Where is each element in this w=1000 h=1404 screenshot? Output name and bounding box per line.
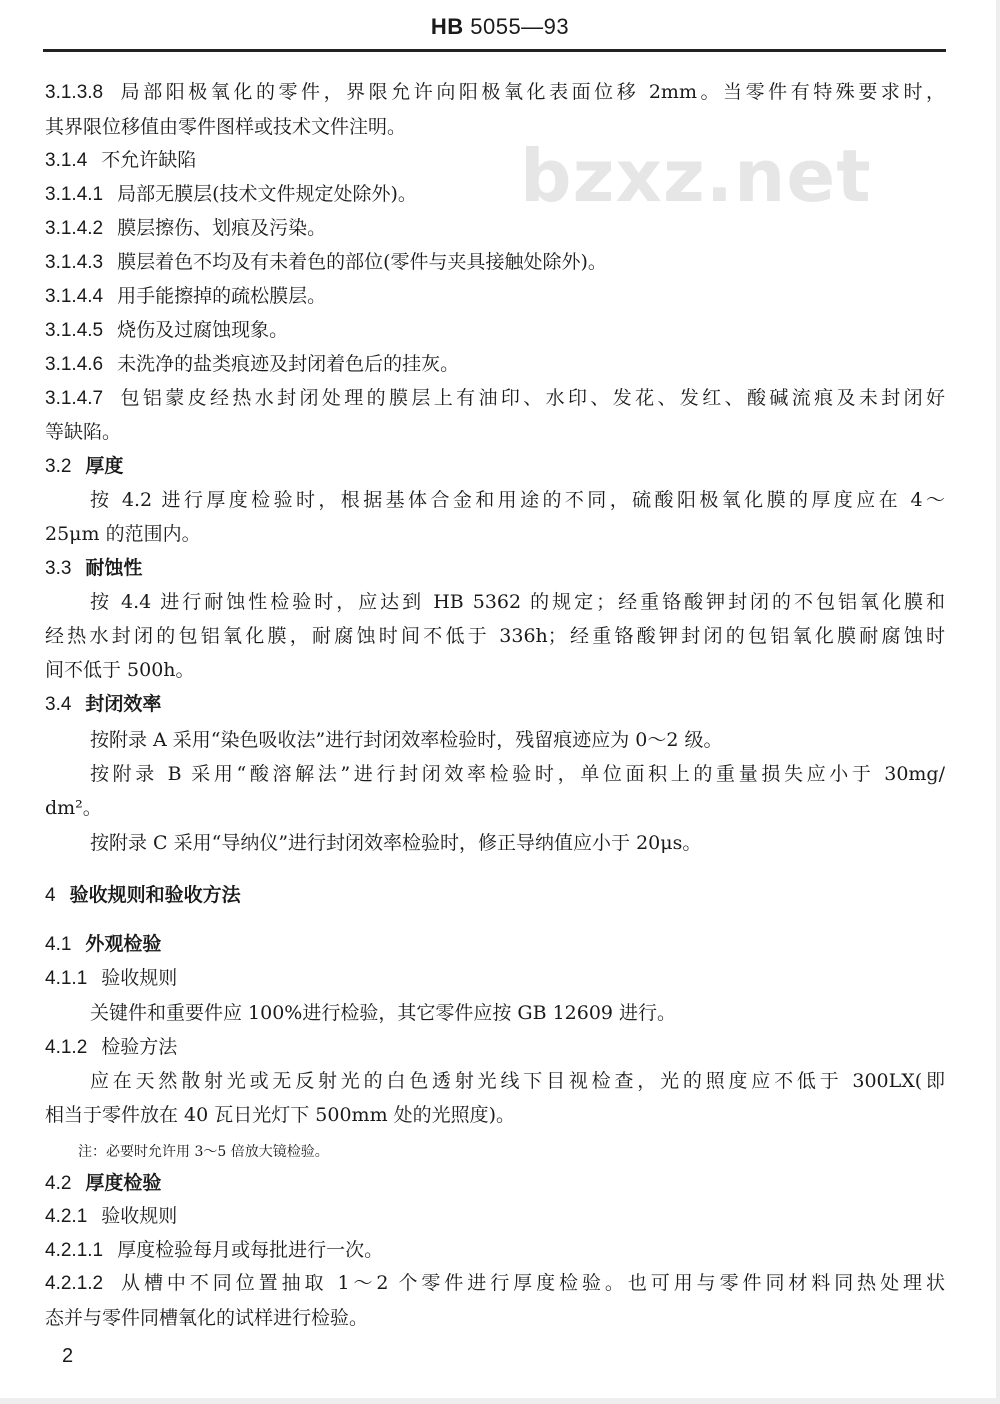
clause-number: 3.4 — [45, 694, 72, 715]
text-line — [45, 352, 459, 377]
clause-number: 3.1.4.3 — [45, 252, 104, 273]
clause-text: 其界限位移值由零件图样或技术文件注明。 — [45, 116, 407, 138]
scan-bottom — [0, 1398, 1000, 1404]
document-header — [0, 14, 1000, 40]
page-number: 2 — [62, 1345, 74, 1367]
clause-number: 3.1.4.5 — [45, 320, 104, 341]
clause-text: 局部阳极氧化的零件，界限允许向阳极氧化表面位移 2mm。当零件有特殊要求时， — [117, 81, 945, 103]
clause-text: 按 4.2 进行厚度检验时，根据基体合金和用途的不同，硫酸阳极氧化膜的厚度应在 4～ — [90, 489, 945, 511]
clause-text: 验收规则和验收方法 — [69, 884, 241, 906]
text-line — [90, 1069, 945, 1093]
header-rule — [43, 49, 946, 52]
standard-code: HB — [430, 14, 464, 39]
text-line — [45, 115, 406, 139]
clause-text: 厚度检验 — [85, 1172, 162, 1194]
clause-number: 3.2 — [45, 456, 72, 477]
text-line — [45, 216, 326, 241]
clause-text: 相当于零件放在 40 瓦日光灯下 500mm 处的光照度)。 — [45, 1104, 516, 1126]
clause-text: 封闭效率 — [85, 693, 162, 715]
text-line — [45, 1103, 515, 1127]
clause-text: 膜层着色不均及有未着色的部位(零件与夹具接触处除外)。 — [117, 251, 607, 273]
text-line — [90, 488, 945, 512]
text-line — [45, 1271, 945, 1296]
section-heading — [45, 932, 161, 957]
clause-text: 耐蚀性 — [85, 557, 143, 579]
clause-text: 厚度检验每月或每批进行一次。 — [117, 1239, 384, 1261]
text-line — [45, 318, 288, 343]
clause-text: 验收规则 — [101, 1205, 178, 1227]
text-line — [90, 590, 945, 614]
clause-number: 3.1.4.4 — [45, 286, 104, 307]
clause-number: 3.1.3.8 — [45, 82, 104, 103]
clause-number: 4.1.2 — [45, 1037, 88, 1058]
clause-text: 按 4.4 进行耐蚀性检验时，应达到 HB 5362 的规定；经重铬酸钾封闭的不包铝氧化膜和 — [90, 591, 945, 613]
text-line — [45, 250, 607, 275]
clause-text: 按附录 C 采用“导纳仪”进行封闭效率检验时，修正导纳值应小于 20μs。 — [90, 832, 702, 854]
clause-text: 注：必要时允许用 3～5 倍放大镜检验。 — [78, 1144, 329, 1160]
clause-text: 应在天然散射光或无反射光的白色透射光线下目视检查，光的照度应不低于 300LX(即 — [90, 1070, 945, 1092]
note-text — [78, 1140, 329, 1164]
text-line — [45, 522, 201, 546]
text-line — [45, 1204, 177, 1229]
clause-text: 按附录 A 采用“染色吸收法”进行封闭效率检验时，残留痕迹应为 0～2 级。 — [90, 729, 723, 751]
clause-text: 验收规则 — [101, 967, 178, 989]
text-line — [45, 386, 945, 411]
clause-number: 3.1.4.1 — [45, 184, 104, 205]
text-line — [45, 966, 177, 991]
clause-text: 不允许缺陷 — [101, 149, 197, 171]
clause-text: 局部无膜层(技术文件规定处除外)。 — [117, 183, 417, 205]
clause-number: 3.1.4.6 — [45, 354, 104, 375]
text-line — [45, 1238, 383, 1263]
clause-text: 经热水封闭的包铝氧化膜，耐腐蚀时间不低于 336h；经重铬酸钾封闭的包铝氧化膜耐腐蚀时 — [45, 625, 945, 647]
clause-text: 烧伤及过腐蚀现象。 — [117, 319, 289, 341]
clause-text: 25μm 的范围内。 — [45, 523, 201, 545]
text-line — [90, 728, 723, 752]
clause-number: 4.1.1 — [45, 968, 88, 989]
section-heading — [45, 1171, 161, 1196]
text-line — [45, 658, 195, 682]
clause-text: 外观检验 — [85, 933, 162, 955]
clause-text: 等缺陷。 — [45, 421, 122, 443]
clause-text: 包铝蒙皮经热水封闭处理的膜层上有油印、水印、发花、发红、酸碱流痕及未封闭好 — [117, 387, 945, 409]
section-heading — [45, 556, 142, 581]
clause-number: 4.1 — [45, 934, 72, 955]
section-heading — [45, 454, 123, 479]
clause-number: 3.1.4 — [45, 150, 88, 171]
clause-text: 厚度 — [85, 455, 124, 477]
text-line — [45, 1306, 368, 1330]
clause-number: 4 — [45, 885, 56, 906]
clause-text: 态并与零件同槽氧化的试样进行检验。 — [45, 1307, 369, 1329]
clause-text: dm²。 — [45, 797, 102, 819]
clause-number: 3.1.4.2 — [45, 218, 104, 239]
clause-text: 检验方法 — [101, 1036, 178, 1058]
clause-text: 从槽中不同位置抽取 1～2 个零件进行厚度检验。也可用与零件同材料同热处理状 — [117, 1272, 945, 1294]
section-heading — [45, 883, 241, 908]
text-line — [90, 762, 945, 786]
section-heading — [45, 692, 161, 717]
watermark: bzxz.net — [520, 134, 872, 218]
clause-text: 用手能擦掉的疏松膜层。 — [117, 285, 327, 307]
clause-text: 间不低于 500h。 — [45, 659, 195, 681]
clause-number: 4.2.1.1 — [45, 1240, 104, 1261]
clause-number: 4.2.1.2 — [45, 1273, 104, 1294]
text-line — [45, 284, 326, 309]
text-line — [90, 1001, 676, 1025]
text-line — [90, 831, 701, 855]
standard-number: 5055—93 — [470, 14, 570, 39]
clause-number: 4.2.1 — [45, 1206, 88, 1227]
text-line — [45, 420, 121, 444]
text-line — [45, 182, 417, 207]
clause-number: 4.2 — [45, 1173, 72, 1194]
text-line — [45, 624, 945, 648]
clause-text: 未洗净的盐类痕迹及封闭着色后的挂灰。 — [117, 353, 460, 375]
text-line — [45, 796, 102, 820]
clause-text: 膜层擦伤、划痕及污染。 — [117, 217, 327, 239]
clause-text: 关键件和重要件应 100%进行检验，其它零件应按 GB 12609 进行。 — [90, 1002, 677, 1024]
clause-text: 按附录 B 采用“酸溶解法”进行封闭效率检验时，单位面积上的重量损失应小于 30mg/ — [90, 763, 945, 785]
text-line — [45, 148, 196, 173]
scan-edge — [996, 0, 1000, 1404]
clause-number: 3.1.4.7 — [45, 388, 104, 409]
clause-number: 3.3 — [45, 558, 72, 579]
text-line — [45, 80, 945, 105]
text-line — [45, 1035, 177, 1060]
